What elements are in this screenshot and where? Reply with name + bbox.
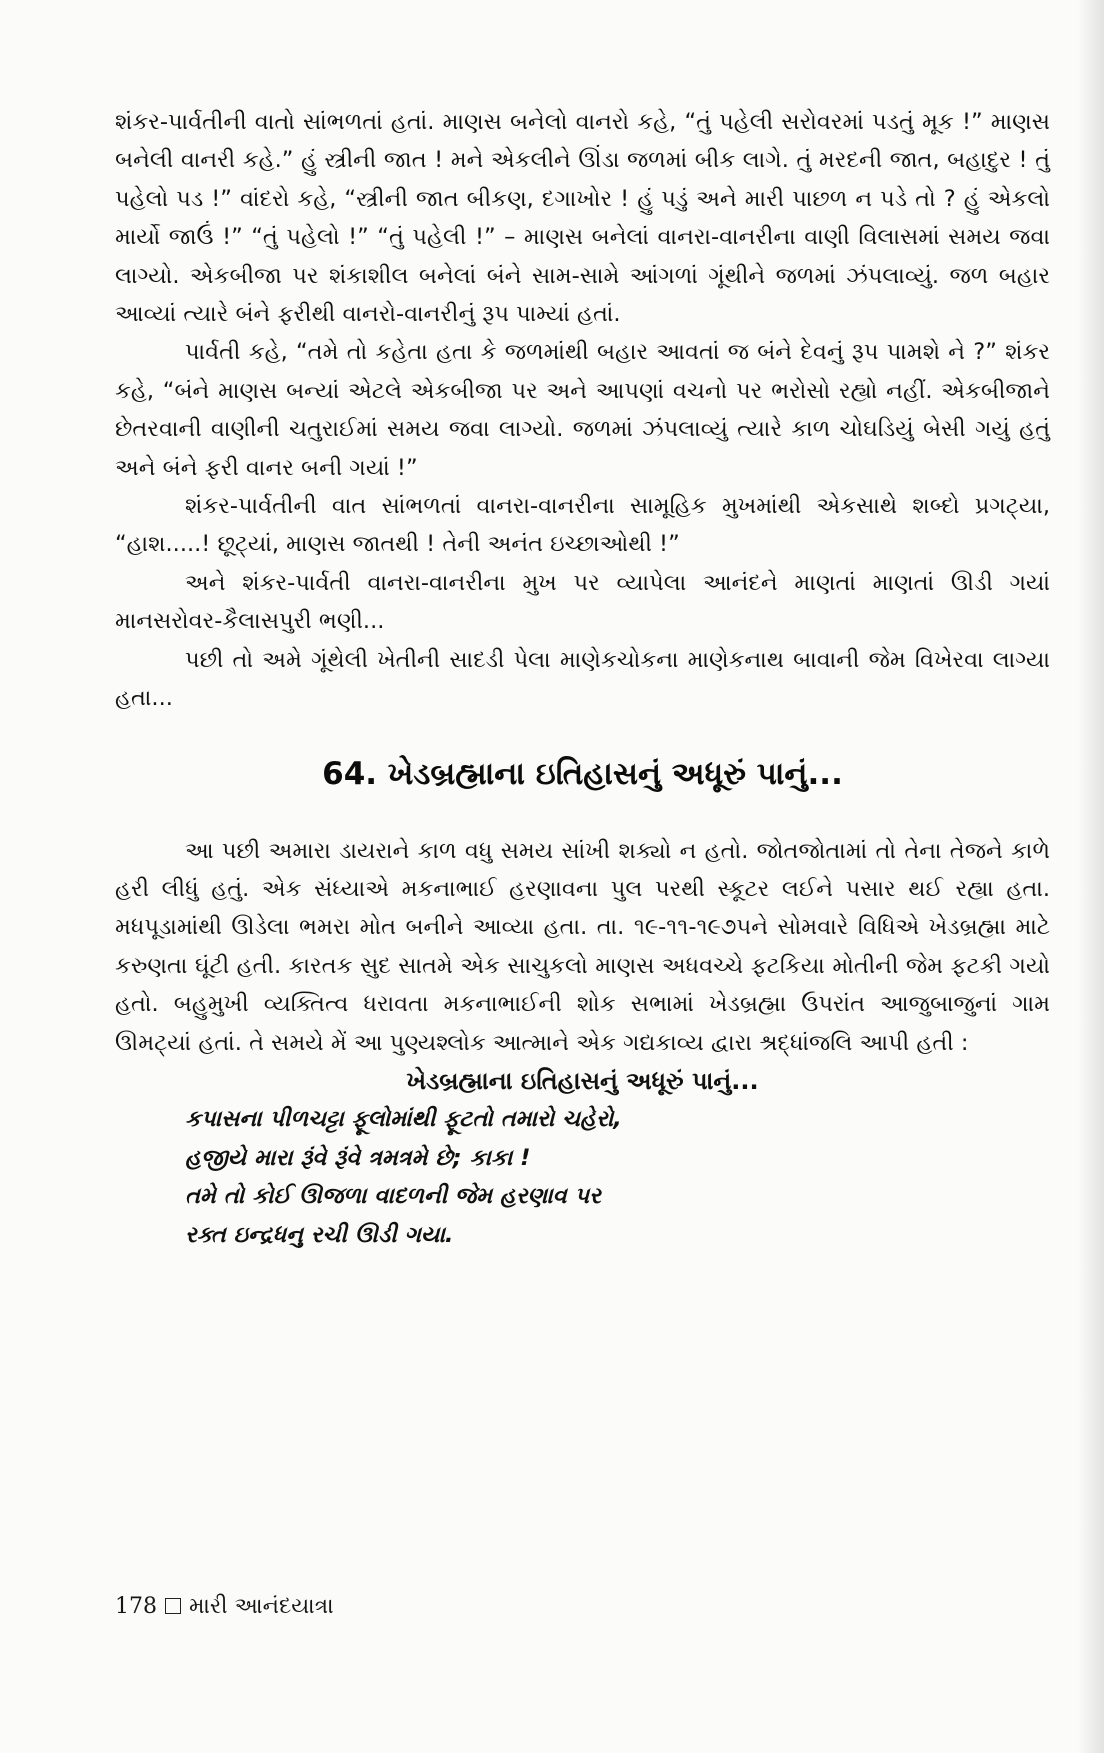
paragraph: આ પછી અમારા ડાયરાને કાળ વધુ સમય સાંખી શક્યો ન હતો. જોતજોતામાં તો તેના તેજને કાળે હરી લીધું હતું. એક સંધ્યાએ મકનાભાઈ હરણાવના પુલ પરથી સ્કૂટર લઈને પસાર થઈ રહ્યા હતા. મધપૂડામાંથી ઊડેલા ભમરા મોત બનીને આવ્યા હતા. તા. ૧૯-૧૧-૧૯૭૫ને સોમવારે વિધિએ ખેડબ્રહ્મા માટે કરુણતા ઘૂંટી હતી. કારતક સુદ સાતમે એક સાચુકલો માણસ અધવચ્ચે ફટકિયા મોતીની જેમ ફટકી ગયો હતો. બહુમુખી વ્યક્તિત્વ ધરાવતા મકનાભાઈની શોક સભામાં ખેડબ્રહ્મા ઉપરાંત આજુબાજુનાં ગામ ઊમટ્યાં હતાં. તે સમયે મેં આ પુણ્યશ્લોક આત્માને એક ગદ્યકાવ્ય દ્વારા શ્રદ્ધાંજલિ આપી હતી : [115, 837, 1050, 1056]
page-body [115, 103, 1050, 1254]
chapter-heading: 64. ખેડબ્રહ્માના ઇતિહાસનું અધૂરું પાનું... [322, 755, 843, 792]
poem-line: કપાસના પીળચટ્ટા ફૂલોમાંથી ફૂટતો તમારો ચહેરો, [185, 1106, 622, 1133]
poem-title: ખેડબ્રહ્માના ઇતિહાસનું અધૂરું પાનું... [406, 1066, 759, 1095]
poem-line: તમે તો કોઈ ઊજળા વાદળની જેમ હરણાવ પર [185, 1183, 601, 1210]
poem-line: હજીયે મારા રૂંવે રૂંવે ત્રમત્રમે છે; કાકા ! [185, 1144, 531, 1171]
paragraph: અને શંકર-પાર્વતી વાનરા-વાનરીના મુખ પર વ્યાપેલા આનંદને માણતાં માણતાં ઊડી ગયાં માનસરોવર-કૈલાસપુરી ભણી... [115, 569, 1050, 635]
page-number: 178 [115, 1594, 157, 1619]
paragraph: પછી તો અમે ગૂંથેલી ખેતીની સાદડી પેલા માણેકચોકના માણેકનાથ બાવાની જેમ વિખેરવા લાગ્યા હતા... [115, 646, 1050, 712]
page-edge-shadow [1078, 0, 1104, 1753]
square-separator-icon [165, 1598, 181, 1614]
paragraph: પાર્વતી કહે, “તમે તો કહેતા હતા કે જળમાંથી બહાર આવતાં જ બંને દેવનું રૂપ પામશે ને ?” શંકર કહે, “બંને માણસ બન્યાં એટલે એકબીજા પર અને આપણાં વચનો પર ભરોસો રહ્યો નહીં. એકબીજાને છેતરવાની વાણીની ચતુરાઈમાં સમય જવા લાગ્યો. જળમાં ઝંપલાવ્યું ત્યારે કાળ ચોઘડિયું બેસી ગયું હતું અને બંને ફરી વાનર બની ગયાં !” [115, 339, 1050, 481]
paragraph: શંકર-પાર્વતીની વાત સાંભળતાં વાનરા-વાનરીના સામૂહિક મુખમાંથી એકસાથે શબ્દો પ્રગટ્યા, “હાશ.....! છૂટ્યાં, માણસ જાતથી ! તેની અનંત ઇચ્છાઓથી !” [115, 493, 1050, 558]
book-title: મારી આનંદયાત્રા [189, 1594, 334, 1619]
paragraph: શંકર-પાર્વતીની વાતો સાંભળતાં હતાં. માણસ બનેલો વાનરો કહે, “તું પહેલી સરોવરમાં પડતું મૂક !” માણસ બનેલી વાનરી કહે.” હું સ્ત્રીની જાત ! મને એકલીને ઊંડા જળમાં બીક લાગે. તું મરદની જાત, બહાદુર ! તું પહેલો પડ !” વાંદરો કહે, “સ્ત્રીની જાત બીકણ, દગાખોર ! હું પડું અને મારી પાછળ ન પડે તો ? હું એકલો માર્યો જાઉં !” “તું પહેલો !” “તું પહેલી !” – માણસ બનેલાં વાનરા-વાનરીના વાણી વિલાસમાં સમય જવા લાગ્યો. એકબીજા પર શંકાશીલ બનેલાં બંને સામ-સામે આંગળાં ગૂંથીને જળમાં ઝંપલાવ્યું. જળ બહાર આવ્યાં ત્યારે બંને ફરીથી વાનરો-વાનરીનું રૂપ પામ્યાં હતાં. [115, 109, 1050, 328]
page-footer [115, 1594, 334, 1619]
poem-line: રક્ત ઇન્દ્રધનુ રચી ઊડી ગયા. [185, 1221, 454, 1248]
